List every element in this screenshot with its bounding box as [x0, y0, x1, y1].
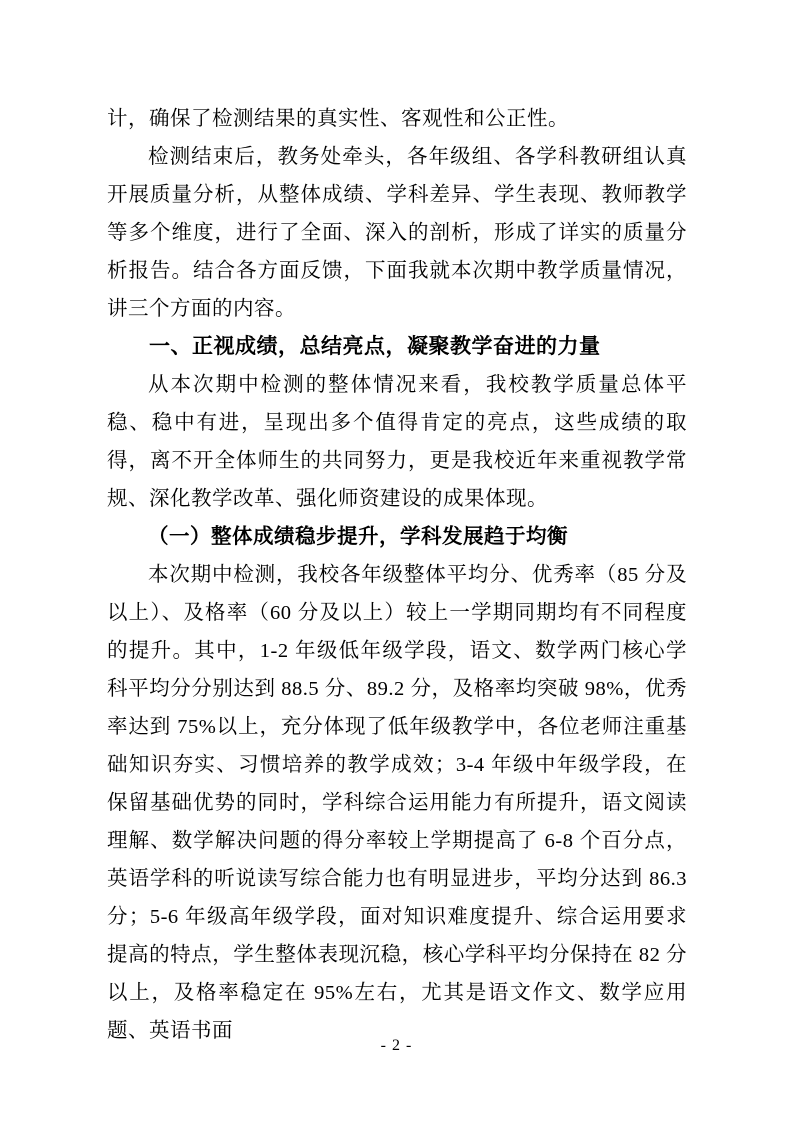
section-heading: 一、正视成绩，总结亮点，凝聚教学奋进的力量	[149, 335, 601, 358]
paragraph-continuation: 计，确保了检测结果的真实性、客观性和公正性。	[107, 108, 569, 130]
page-number: - 2 -	[380, 1037, 413, 1054]
paragraph: 本次期中检测，我校各年级整体平均分、优秀率（85 分及以上）、及格率（60 分及以上）较上一学期同期均有不同程度的提升。其中，1-2 年级低年级学段，语文、数学两门核心学科平均分分别达到 88.5 分、89.2 分，及格率均突破 98%，优秀率达到 75%以上，充分体现了低年级教学中，各位老师注重基础知识夯实、习惯培养的教学成效；3-4 年级中年级学段，在保留基础优势的同时，学科综合运用能力有所提升，语文阅读理解、数学解决问题的得分率较上学期提高了 6-8 个百分点，英语学科的听说读写综合能力也有明显进步，平均分达到 86.3 分；5-6 年级高年级学段，面对知识难度提升、综合运用要求提高的特点，学生整体表现沉稳，核心学科平均分保持在 82 分以上，及格率稳定在 95%左右，尤其是语文作文、数学应用题、英语书面	[107, 564, 687, 1042]
paragraph: 从本次期中检测的整体情况来看，我校教学质量总体平稳、稳中有进，呈现出多个值得肯定的亮点，这些成绩的取得，离不开全体师生的共同努力，更是我校近年来重视教学常规、深化教学改革、强化师资建设的成果体现。	[107, 374, 687, 510]
paragraph: 检测结束后，教务处牵头，各年级组、各学科教研组认真开展质量分析，从整体成绩、学科差异、学生表现、教师教学等多个维度，进行了全面、深入的剖析，形成了详实的质量分析报告。结合各方面反馈，下面我就本次期中教学质量情况，讲三个方面的内容。	[107, 146, 687, 320]
document-body	[107, 100, 687, 1050]
subsection-heading: （一）整体成绩稳步提升，学科发展趋于均衡	[148, 526, 568, 548]
